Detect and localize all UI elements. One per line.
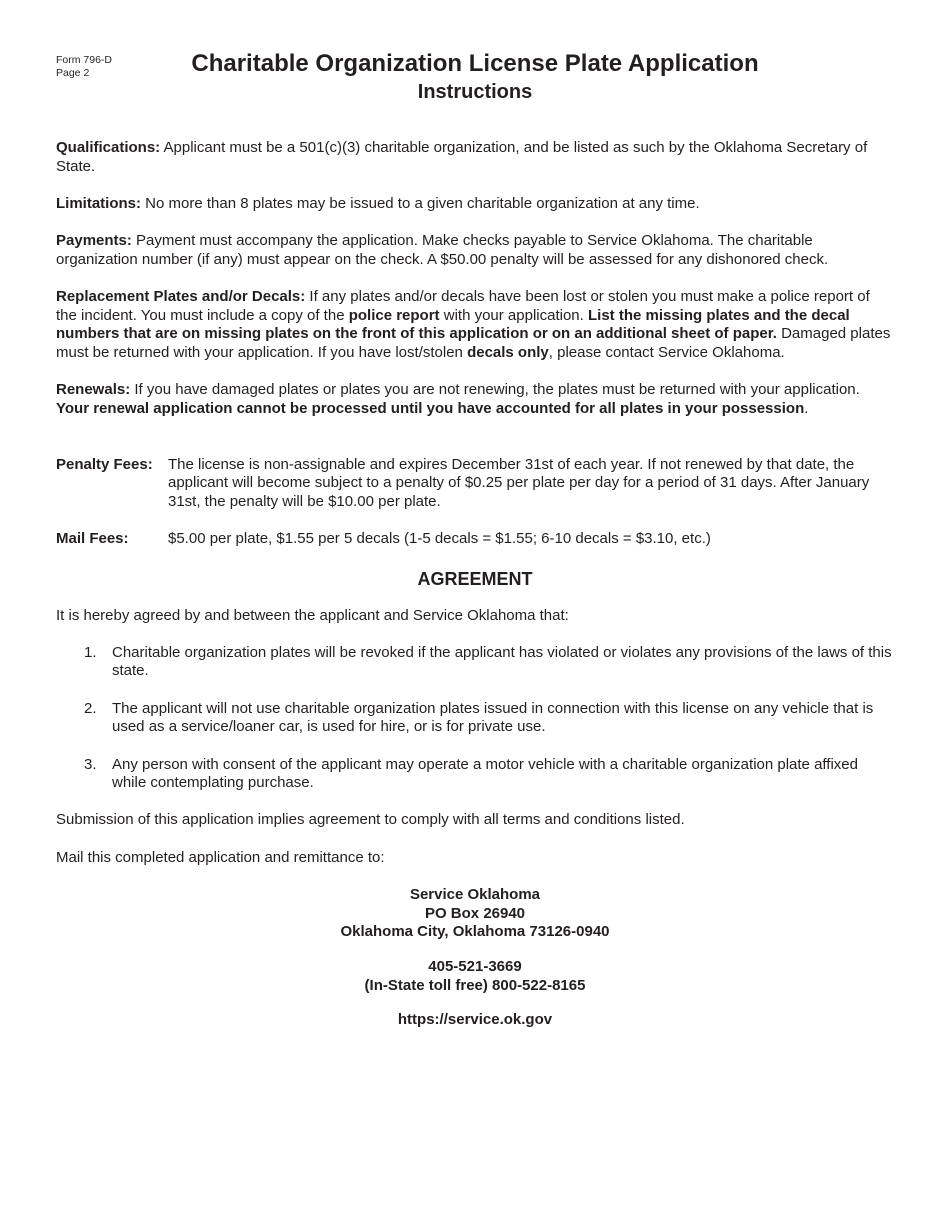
list-item-number: 1. bbox=[84, 643, 97, 661]
address-block bbox=[56, 886, 894, 942]
list-item-text: Any person with consent of the applicant may operate a motor vehicle with a charitable organization plate affixed while contemplating purchase. bbox=[112, 755, 858, 792]
payments-text: Payment must accompany the application. Make checks payable to Service Oklahoma. The charitable organization number (if any) must appear on the check. A $50.00 penalty will be assessed for any dishonored check. bbox=[56, 232, 829, 268]
toll-free-number: (In-State toll free) 800-522-8165 bbox=[364, 976, 586, 994]
replacement-bold-3: decals only bbox=[467, 344, 549, 362]
list-item-number: 3. bbox=[84, 755, 97, 773]
limitations-text: No more than 8 plates may be issued to a given charitable organization at any time. bbox=[141, 194, 700, 212]
agreement-heading: AGREEMENT bbox=[417, 568, 533, 589]
penalty-fees-label: Penalty Fees: bbox=[56, 455, 153, 473]
payments-paragraph bbox=[56, 232, 894, 269]
contact-phones bbox=[56, 958, 894, 995]
mail-fees-text: $5.00 per plate, $1.55 per 5 decals (1-5 decals = $1.55; 6-10 decals = $3.10, etc.) bbox=[168, 530, 711, 548]
limitations-label: Limitations: bbox=[56, 194, 141, 212]
payments-label: Payments: bbox=[56, 232, 132, 250]
renewals-bold-1: Your renewal application cannot be processed until you have accounted for all plates in your possession bbox=[56, 400, 805, 418]
form-number: Form 796-D bbox=[56, 54, 113, 66]
replacement-text-1: If any plates and/or decals have been lost or stolen you must make a police report of the incident. You must include a copy of the bbox=[56, 288, 870, 324]
document-subtitle: Instructions bbox=[417, 81, 533, 103]
renewals-label: Renewals: bbox=[56, 381, 131, 399]
list-item-text: Charitable organization plates will be revoked if the applicant has violated or violates any provisions of the laws of this state. bbox=[112, 643, 892, 680]
limitations-paragraph bbox=[56, 195, 894, 214]
submission-statement: Submission of this application implies agreement to comply with all terms and conditions listed. bbox=[56, 811, 685, 829]
renewals-text-1: If you have damaged plates or plates you are not renewing, the plates must be returned with your application. bbox=[130, 381, 860, 399]
mail-fees-label: Mail Fees: bbox=[56, 530, 129, 548]
penalty-fees-row bbox=[56, 456, 894, 512]
qualifications-label: Qualifications: bbox=[56, 139, 161, 156]
phone-number: 405-521-3669 bbox=[428, 957, 522, 975]
address-name: Service Oklahoma bbox=[409, 885, 541, 903]
replacement-label: Replacement Plates and/or Decals: bbox=[56, 288, 306, 306]
page-number: Page 2 bbox=[56, 67, 90, 79]
agreement-terms-list bbox=[56, 644, 894, 793]
address-city: Oklahoma City, Oklahoma 73126-0940 bbox=[340, 923, 610, 941]
replacement-bold-1: police report bbox=[348, 306, 440, 324]
list-item bbox=[56, 644, 894, 681]
qualifications-text: Applicant must be a 501(c)(3) charitable organization, and be listed as such by the Oklahoma Secretary of State. bbox=[56, 139, 868, 175]
replacement-text-3: Damaged plates must be returned with your application. If you have lost/stolen bbox=[56, 325, 891, 362]
list-item bbox=[56, 756, 894, 793]
document-title: Charitable Organization License Plate Application bbox=[191, 50, 759, 77]
penalty-fees-text: The license is non-assignable and expires December 31st of each year. If not renewed by that date, the applicant will become subject to a penalty of $0.25 per plate per day for a period of 31 days. After January 31st, the penalty will be $10.00 per plate. bbox=[168, 455, 870, 511]
instructions-body bbox=[56, 139, 894, 1030]
website-link[interactable]: https://service.ok.gov bbox=[397, 1011, 553, 1029]
list-item-number: 2. bbox=[84, 699, 97, 717]
qualifications-paragraph bbox=[56, 139, 894, 176]
list-item bbox=[56, 700, 894, 737]
mail-fees-row bbox=[56, 530, 894, 549]
replacement-bold-2: List the missing plates and the decal numbers that are on missing plates on the front of this application or on an additional sheet of paper. bbox=[56, 306, 850, 343]
renewals-paragraph bbox=[56, 381, 894, 418]
renewals-text-2: . bbox=[804, 400, 809, 418]
replacement-text-2: with your application. bbox=[439, 306, 588, 324]
mailing-address bbox=[56, 886, 894, 1030]
replacement-text-4: , please contact Service Oklahoma. bbox=[548, 344, 785, 362]
replacement-paragraph bbox=[56, 288, 894, 363]
mail-instructions: Mail this completed application and remittance to: bbox=[56, 848, 385, 866]
agreement-intro: It is hereby agreed by and between the applicant and Service Oklahoma that: bbox=[56, 606, 569, 624]
list-item-text: The applicant will not use charitable organization plates issued in connection with this license on any vehicle that is used as a service/loaner car, is used for hire, or is for private use. bbox=[112, 699, 874, 736]
address-po-box: PO Box 26940 bbox=[424, 904, 526, 922]
